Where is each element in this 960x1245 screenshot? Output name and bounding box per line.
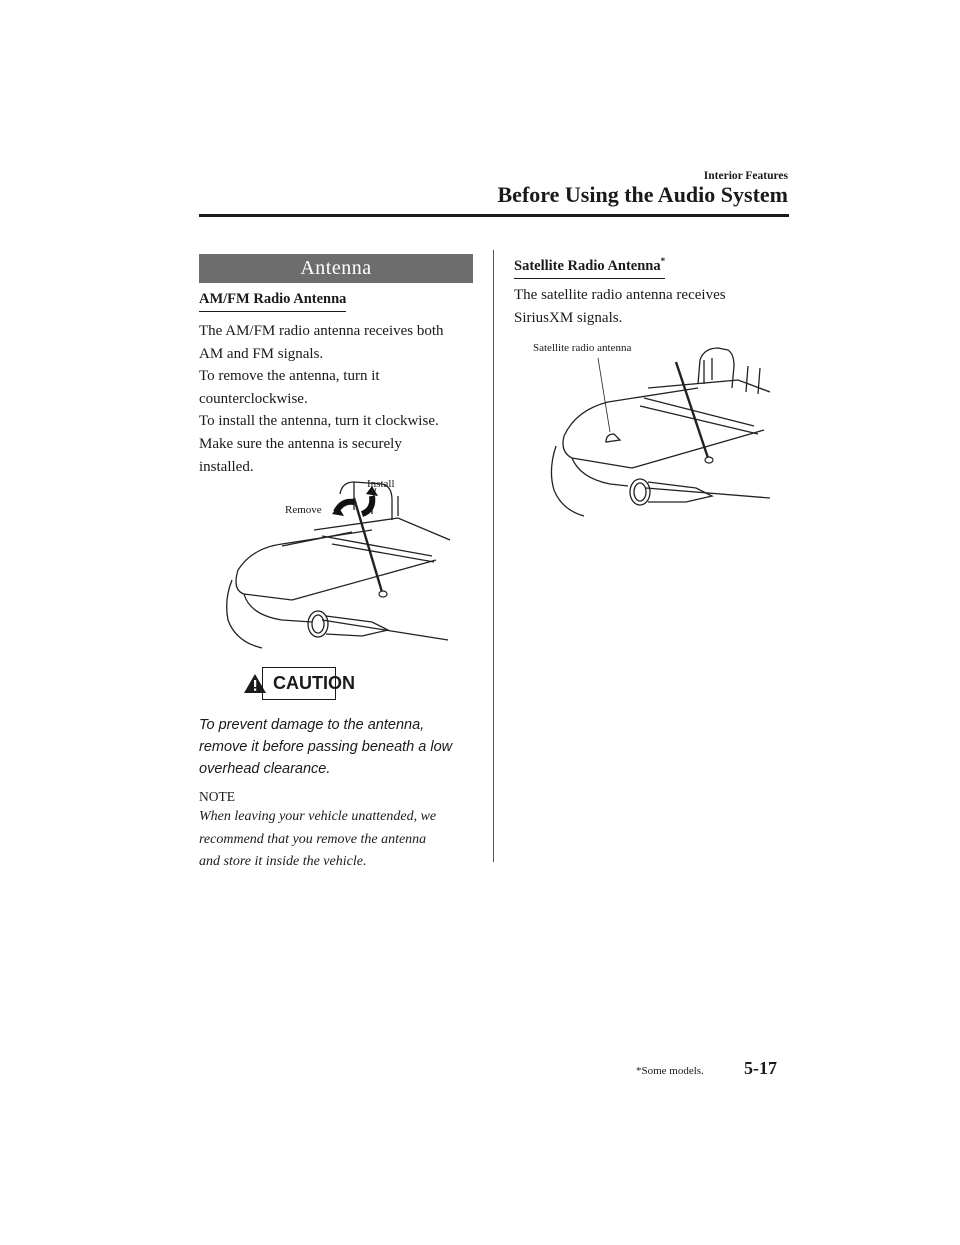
note-title: NOTE (199, 789, 235, 804)
caution-text (199, 714, 489, 780)
body-line: Make sure the antenna is securely (199, 435, 402, 452)
caution-badge (262, 667, 355, 700)
note-text (199, 806, 491, 874)
satellite-antenna-illustration (548, 340, 770, 520)
am-fm-antenna-illustration (222, 470, 450, 650)
caution-line: To prevent damage to the antenna, (199, 717, 425, 733)
page-title: Before Using the Audio System (497, 182, 788, 207)
caution-label: CAUTION (273, 673, 355, 693)
body-line: AM and FM signals. (199, 345, 324, 362)
caution-line: remove it before passing beneath a low (199, 739, 453, 755)
caution-line: overhead clearance. (199, 761, 331, 777)
satellite-body (514, 284, 794, 329)
note-line: and store it inside the vehicle. (199, 854, 367, 870)
body-line: installed. (199, 458, 254, 475)
body-line: SiriusXM signals. (514, 309, 623, 326)
label-remove: Remove (285, 504, 322, 516)
subheading-am-fm: AM/FM Radio Antenna (199, 291, 346, 312)
note-line: When leaving your vehicle unattended, we (199, 809, 437, 824)
subheading-satellite-text: Satellite Radio Antenna (514, 257, 661, 274)
body-line: counterclockwise. (199, 390, 308, 407)
note-line: recommend that you remove the antenna (199, 831, 427, 847)
body-line: To remove the antenna, turn it (199, 368, 380, 385)
body-line: The satellite radio antenna receives (514, 287, 726, 303)
body-line: To install the antenna, turn it clockwise. (199, 413, 439, 430)
body-line: The AM/FM radio antenna receives both (199, 323, 444, 339)
footnote-mark: * (660, 256, 666, 266)
section-title-antenna: Antenna (199, 254, 473, 283)
header-rule (199, 214, 789, 217)
warning-icon (243, 673, 267, 694)
subheading-satellite (514, 256, 665, 279)
label-install: Install (367, 478, 395, 490)
footnote: *Some models. (636, 1065, 704, 1077)
column-divider (493, 250, 494, 862)
am-fm-body (199, 320, 489, 478)
label-satellite-radio-antenna: Satellite radio antenna (533, 342, 632, 354)
page-number: 5-17 (744, 1058, 777, 1078)
chapter-label: Interior Features (703, 170, 788, 182)
